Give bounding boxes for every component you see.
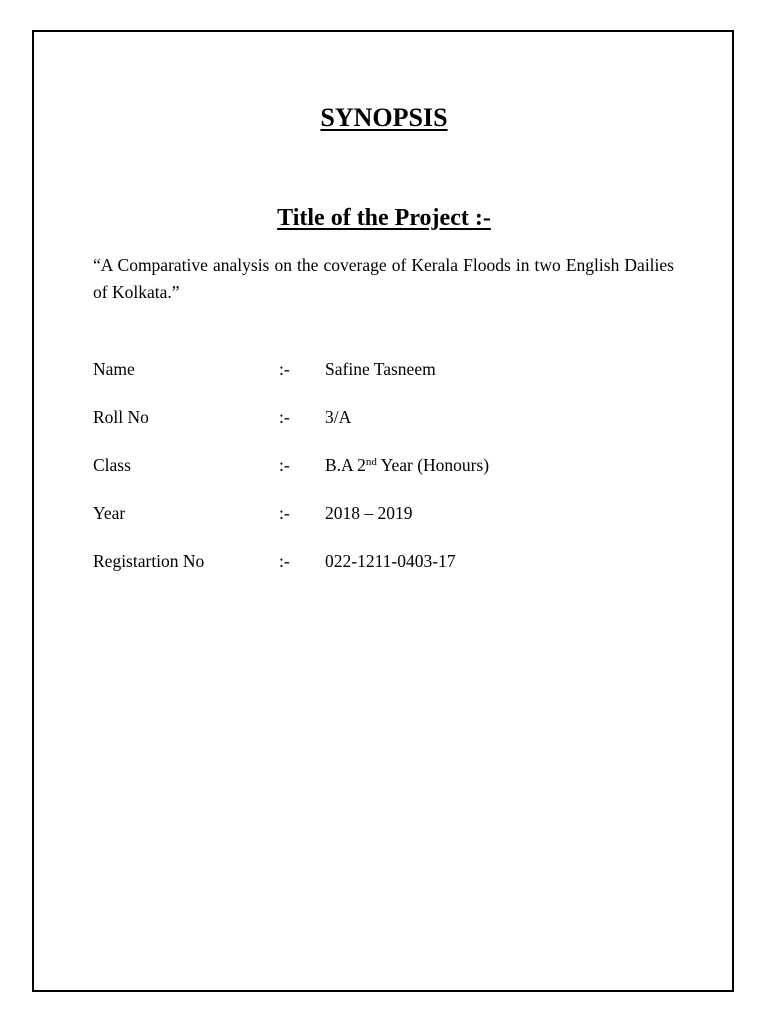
- class-value-prefix: B.A 2: [325, 455, 366, 475]
- detail-row-class: [93, 452, 683, 500]
- class-value-suffix: Year (Honours): [376, 455, 490, 475]
- detail-row-registration-no: [93, 548, 683, 596]
- detail-separator: :-: [279, 455, 290, 475]
- detail-value: 022-1211-0403-17: [325, 551, 456, 571]
- detail-value: 2018 – 2019: [325, 503, 413, 523]
- detail-separator: :-: [279, 551, 290, 571]
- detail-value: Safine Tasneem: [325, 359, 436, 379]
- detail-value: 3/A: [325, 407, 352, 427]
- student-details: [93, 356, 683, 596]
- detail-value: [325, 452, 489, 478]
- detail-label: Year: [93, 503, 126, 523]
- detail-separator: :-: [279, 407, 290, 427]
- detail-separator: :-: [279, 503, 290, 523]
- detail-separator: :-: [279, 359, 290, 379]
- detail-row-year: [93, 500, 683, 548]
- detail-label: Registartion No: [93, 551, 205, 571]
- detail-label: Roll No: [93, 407, 149, 427]
- project-description: “A Comparative analysis on the coverage of Kerala Floods in two English Dailies of Kolkata.”: [93, 255, 674, 302]
- detail-row-roll-no: [93, 404, 683, 452]
- synopsis-heading: SYNOPSIS: [320, 103, 448, 132]
- project-title-heading: Title of the Project :-: [277, 205, 491, 231]
- class-value-superscript: nd: [365, 456, 377, 468]
- detail-label: Name: [93, 359, 135, 379]
- detail-label: Class: [93, 455, 131, 475]
- detail-row-name: [93, 356, 683, 404]
